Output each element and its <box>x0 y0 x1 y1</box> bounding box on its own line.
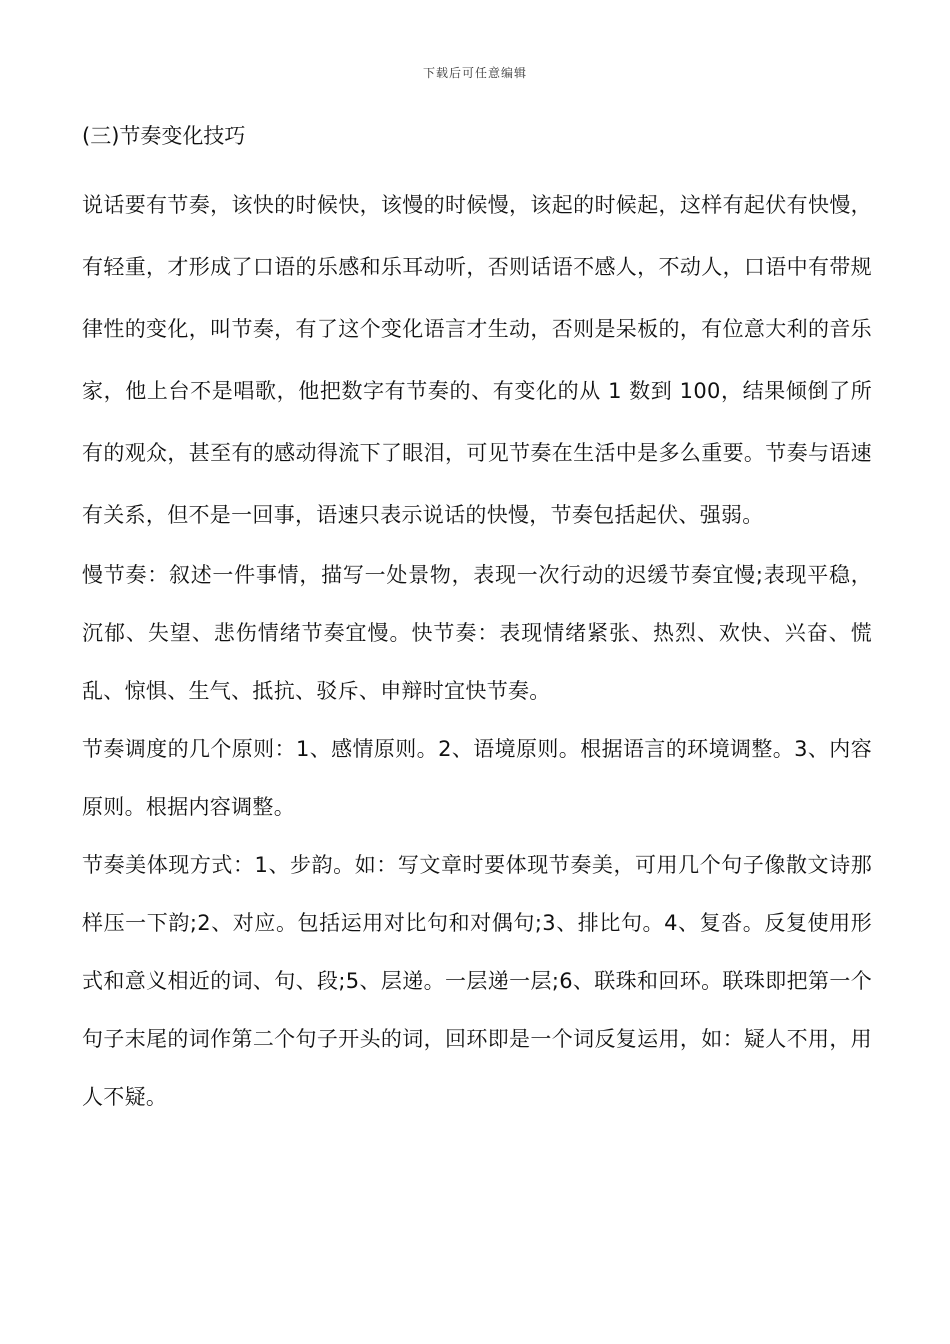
section-title: (三)节奏变化技巧 <box>82 124 246 148</box>
paragraph-slow-fast-rhythm: 慢节奏：叙述一件事情，描写一处景物，表现一次行动的迟缓节奏宜慢;表现平稳，沉郁、失望、悲伤情绪节奏宜慢。快节奏：表现情绪紧张、热烈、欢快、兴奋、慌乱、惊惧、生气、抵抗、驳斥、申辩时宜快节奏。 <box>82 563 872 703</box>
paragraph-rhythm-beauty: 节奏美体现方式：1、步韵。如：写文章时要体现节奏美，可用几个句子像散文诗那样压一下韵;2、对应。包括运用对比句和对偶句;3、排比句。4、复沓。反复使用形式和意义相近的词、句、段;5、层递。一层递一层;6、联珠和回环。联珠即把第一个句子末尾的词作第二个句子开头的词，回环即是一个词反复运用，如：疑人不用，用人不疑。 <box>82 853 872 1109</box>
page-header: 下载后可任意编辑 <box>422 66 527 80</box>
paragraph-rhythm-intro: 说话要有节奏，该快的时候快，该慢的时候慢，该起的时候起，这样有起伏有快慢，有轻重，才形成了口语的乐感和乐耳动听，否则话语不感人，不动人，口语中有带规律性的变化，叫节奏，有了这个变化语言才生动，否则是呆板的，有位意大利的音乐家，他上台不是唱歌，他把数字有节奏的、有变化的从 1 数到 100，结果倾倒了所有的观众，甚至有的感动得流下了眼泪，可见节奏在生活中是多么重要。节奏与语速有关系，但不是一回事，语速只表示说话的快慢，节奏包括起伏、强弱。 <box>82 193 872 527</box>
paragraph-rhythm-principles: 节奏调度的几个原则：1、感情原则。2、语境原则。根据语言的环境调整。3、内容原则。根据内容调整。 <box>82 737 872 819</box>
document-body <box>82 118 872 1126</box>
